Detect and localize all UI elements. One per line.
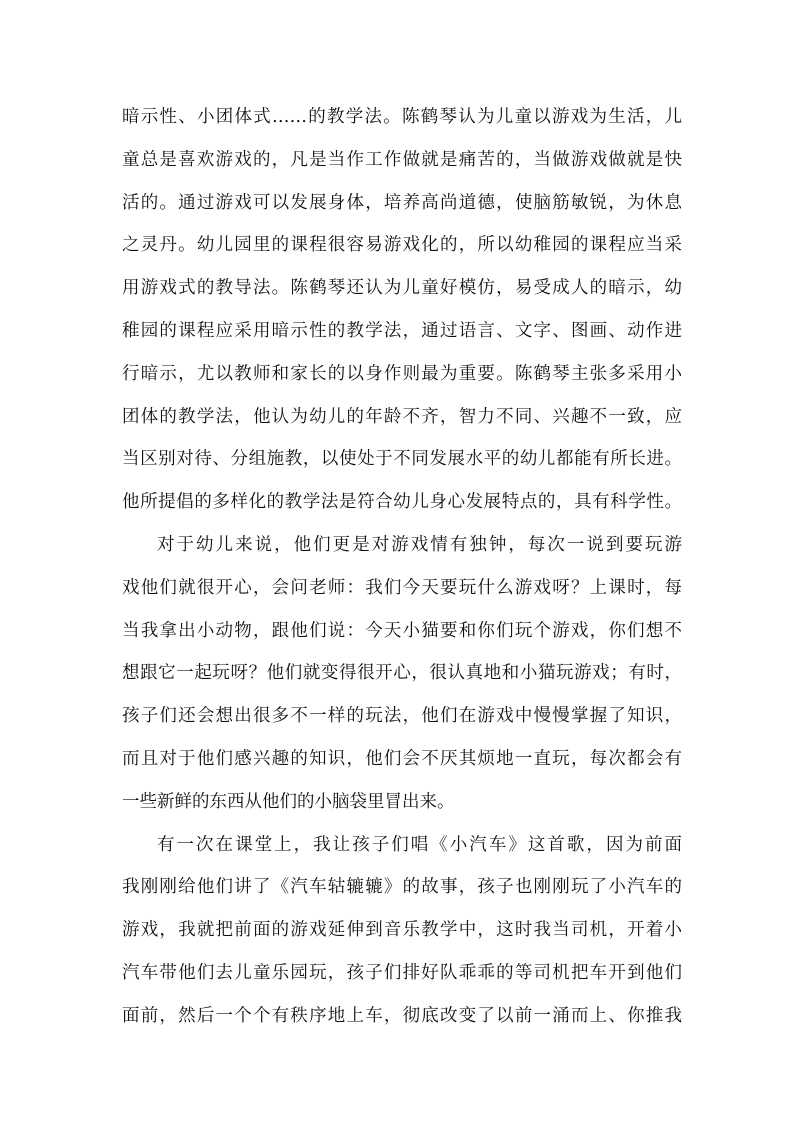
text-line-15: 孩子们还会想出很多不一样的玩法，他们在游戏中慢慢掌握了知识， bbox=[122, 706, 682, 727]
text-line-14: 想跟它一起玩呀？他们就变得很开心，很认真地和小猫玩游戏；有时， bbox=[122, 663, 682, 684]
text-line-7: 行暗示，尤以教师和家长的以身作则最为重要。陈鹤琴主张多采用小 bbox=[122, 363, 682, 384]
text-line-6: 稚园的课程应采用暗示性的教学法，通过语言、文字、图画、动作进 bbox=[122, 320, 682, 341]
text-line-20: 游戏，我就把前面的游戏延伸到音乐教学中，这时我当司机，开着小 bbox=[122, 920, 682, 941]
text-line-4: 之灵丹。幼儿园里的课程很容易游戏化的，所以幼稚园的课程应当采 bbox=[122, 235, 682, 256]
text-line-8: 团体的教学法，他认为幼儿的年龄不齐，智力不同、兴趣不一致，应 bbox=[122, 406, 682, 427]
text-line-13: 当我拿出小动物，跟他们说：今天小猫要和你们玩个游戏，你们想不 bbox=[122, 620, 682, 641]
text-line-16: 而且对于他们感兴趣的知识，他们会不厌其烦地一直玩，每次都会有 bbox=[122, 748, 682, 769]
text-line-17: 一些新鲜的东西从他们的小脑袋里冒出来。 bbox=[122, 791, 455, 812]
text-line-5: 用游戏式的教导法。陈鹤琴还认为儿童好模仿，易受成人的暗示，幼 bbox=[122, 278, 682, 299]
text-line-3: 活的。通过游戏可以发展身体，培养高尚道德，使脑筋敏锐，为休息 bbox=[122, 192, 682, 213]
text-line-10: 他所提倡的多样化的教学法是符合幼儿身心发展特点的，具有科学性。 bbox=[122, 492, 682, 513]
text-line-9: 当区别对待、分组施教，以使处于不同发展水平的幼儿都能有所长进。 bbox=[122, 449, 682, 470]
body-text bbox=[122, 96, 682, 1038]
text-line-12: 戏他们就很开心，会问老师：我们今天要玩什么游戏呀？上课时，每 bbox=[122, 577, 682, 598]
text-line-19: 我刚刚给他们讲了《汽车轱辘辘》的故事，孩子也刚刚玩了小汽车的 bbox=[122, 877, 682, 898]
text-line-1: 暗示性、小团体式……的教学法。陈鹤琴认为儿童以游戏为生活，儿 bbox=[122, 107, 682, 127]
text-line-11: 对于幼儿来说，他们更是对游戏情有独钟，每次一说到要玩游 bbox=[157, 534, 682, 555]
text-line-21: 汽车带他们去儿童乐园玩，孩子们排好队乖乖的等司机把车开到他们 bbox=[122, 962, 682, 983]
text-line-2: 童总是喜欢游戏的，凡是当作工作做就是痛苦的，当做游戏做就是快 bbox=[122, 149, 682, 170]
text-line-18: 有一次在课堂上，我让孩子们唱《小汽车》这首歌，因为前面 bbox=[157, 834, 682, 855]
text-line-22: 面前，然后一个个有秩序地上车，彻底改变了以前一涌而上、你推我 bbox=[122, 1005, 682, 1026]
